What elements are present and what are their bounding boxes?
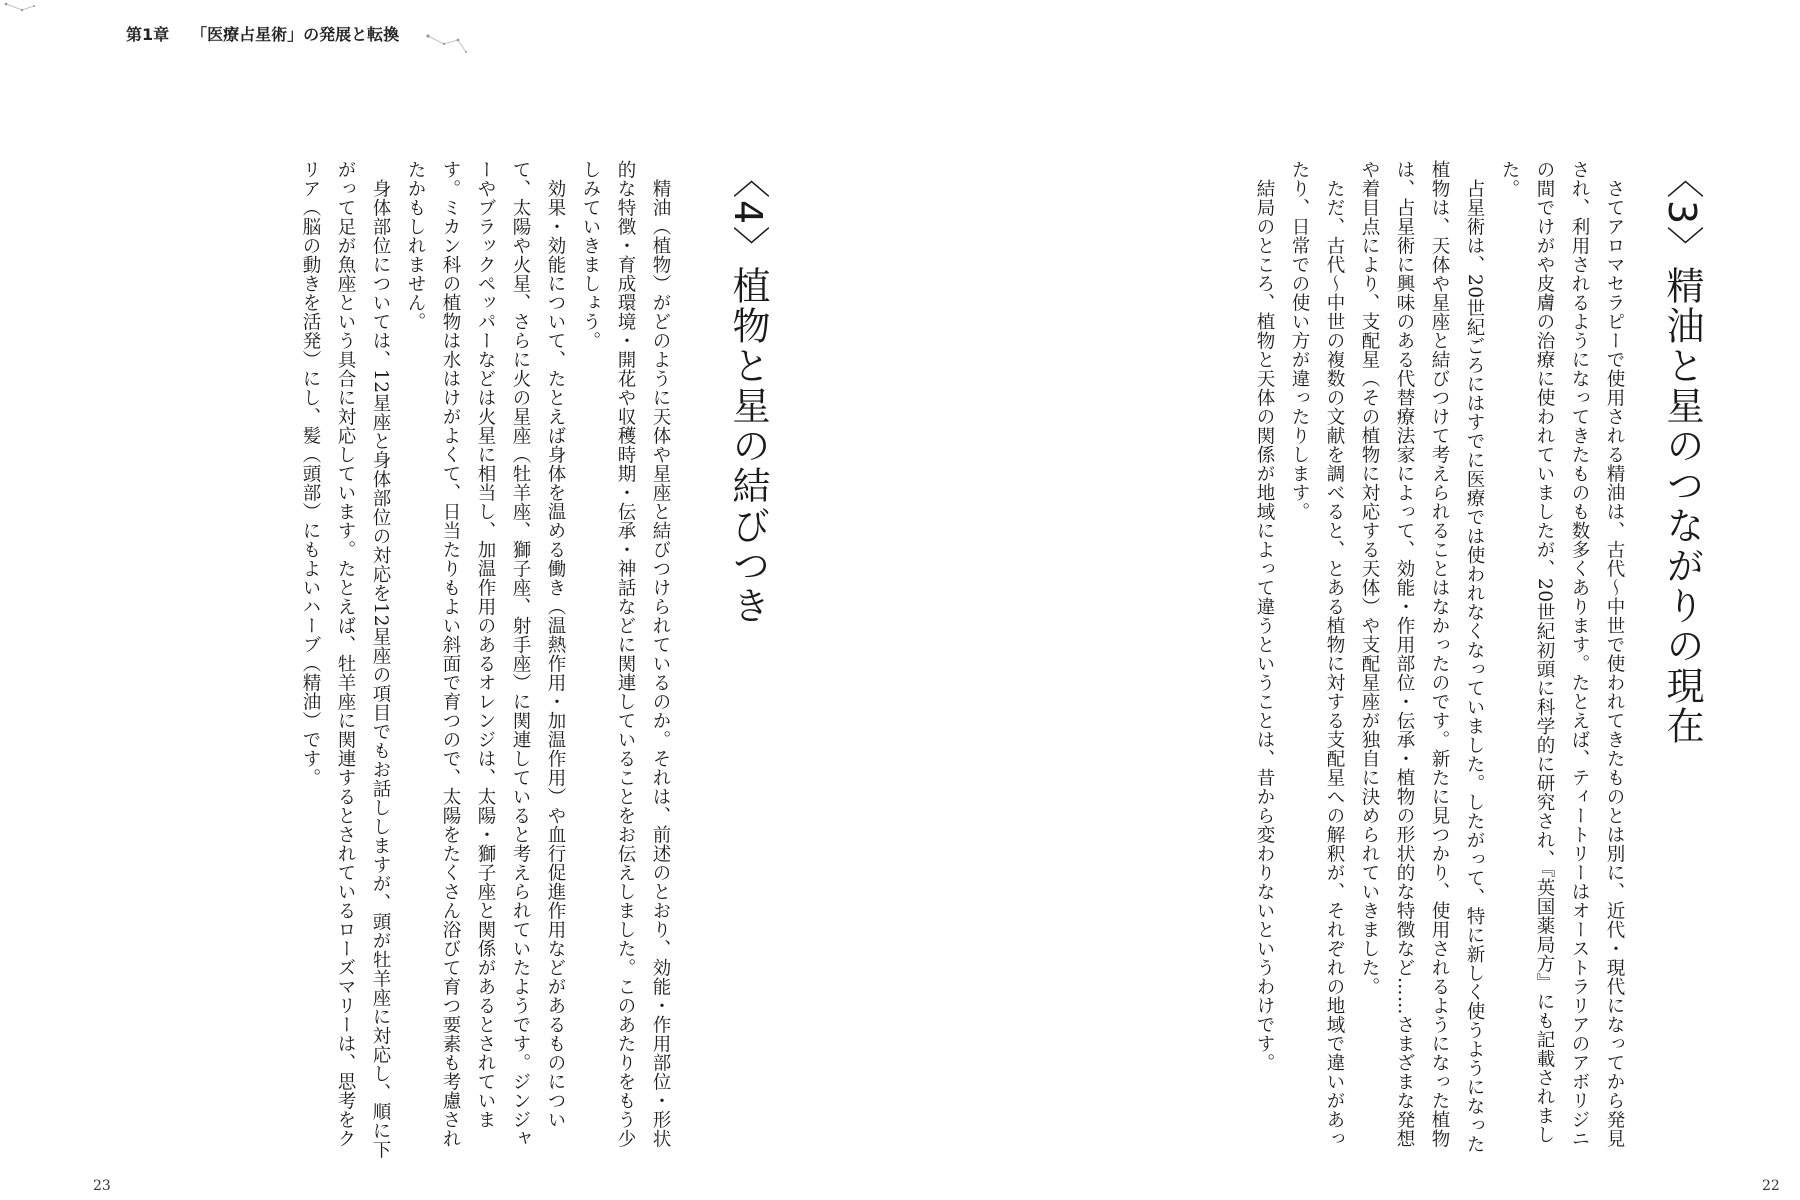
section3-number: 〈3〉 — [1660, 160, 1704, 267]
running-header — [126, 18, 399, 48]
section4-paragraph: 身体部位については、12星座と身体部位の対応を12星座の項目でもお話ししますが、頭が牡羊座に対応し、順に下がって足が魚座という具合に対応しています。たとえば、牡羊座に関連するとされているローズマリーは、思考をクリア（脳の動きを活発）にし、髪（頭部）にもよいハーブ（精油）です。 — [300, 160, 391, 1159]
section3-paragraph: 結局のところ、植物と天体の関係が地域によって違うということは、昔から変わりないというわけです。 — [1254, 178, 1275, 1072]
section3-paragraph: 占星術は、20世紀ごろにはすでに医療では使われなくなっていました。したがって、特に新しく使うようになった植物は、天体や星座と結びつけて考えられることはなかったのです。新たに見つかり、使用されるようになった植物は、占星術に興味のある代替療法家によって、効能・作用部位・伝承・植物の形状的な特徴など……さまざまな発想や着目点により、支配星（その植物に対応する天体）や支配星座が独自に決められていきました。 — [1359, 160, 1485, 1154]
section4-body — [118, 160, 678, 1160]
section3-paragraph: ただ、古代～中世の複数の文献を調べると、とある植物に対する支配星への解釈が、それぞれの地域で違いがあったり、日常での使い方が違ったりします。 — [1289, 160, 1345, 1148]
section4-heading — [724, 160, 772, 780]
section4-paragraph: 効果・効能について、たとえば身体を温める働き（温熱作用・加温作用）や血行促進作用などがあるものについて、太陽や火星、さらに火の星座（牡羊座、獅子座、射手座）に関連していると考えられていたようです。ジンジャーやブラックペッパーなどは火星に相当し、加温作用のあるオレンジは、太陽・獅子座と関係があるとされています。ミカン科の植物は水はけがよくて、日当たりもよい斜面で育つので、太陽をたくさん浴びて育つ要素も考慮されたかもしれません。 — [405, 160, 566, 1148]
chapter-title: 「医療占星術」の発展と転換 — [191, 24, 400, 44]
section4-number: 〈4〉 — [726, 160, 770, 267]
section3-title: 精油と星のつながりの現在 — [1660, 266, 1704, 747]
section3-heading — [1658, 160, 1706, 780]
section3-paragraph: さてアロマセラピーで使用される精油は、古代～中世で使われてきたものとは別に、近代・現代になってから発見され、利用されるようになってきたものも数多くあります。たとえば、ティートリーはオーストラリアのアボリジニの間でけがや皮膚の治療に使われていましたが、20世紀初頭に科学的に研究され、『英国薬局方』にも記載されました。 — [1499, 160, 1625, 1148]
section4-title: 植物と星の結びつき — [726, 266, 770, 627]
section3-body — [1092, 160, 1632, 1160]
chapter-label: 第1章 — [126, 24, 170, 44]
page-number-right: 22 — [1762, 1178, 1780, 1194]
page-number-left: 23 — [93, 1178, 111, 1194]
section4-paragraph: 精油（植物）がどのように天体や星座と結びつけられているのか。それは、前述のとおり、効能・作用部位・形状的な特徴・育成環境・開花や収穫時期・伝承・神話などに関連していることをお伝えしました。このあたりをもう少しみていきましょう。 — [580, 160, 671, 1148]
